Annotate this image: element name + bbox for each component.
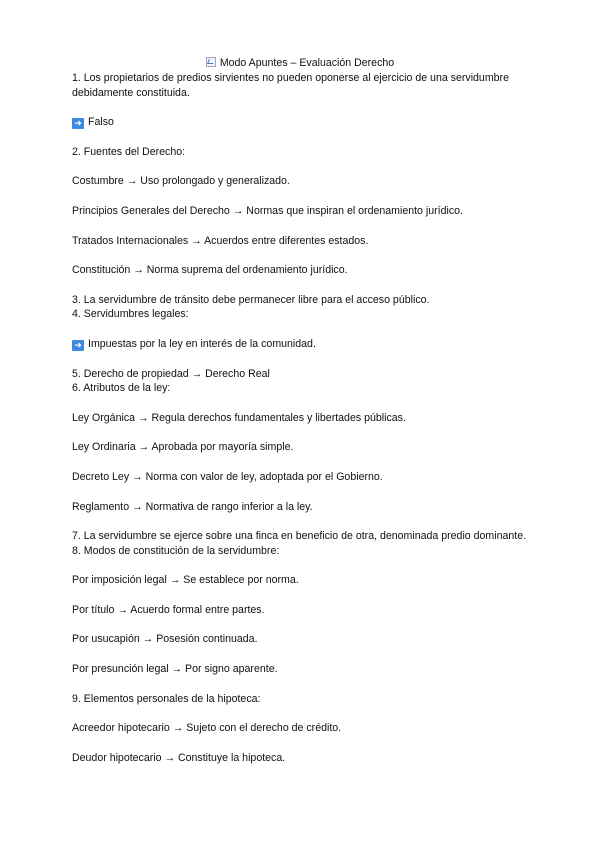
question-9: 9. Elementos personales de la hipoteca: — [72, 692, 261, 705]
list-item: Tratados Internacionales → Acuerdos entre diferentes estados. — [72, 234, 369, 247]
list-item: Decreto Ley → Norma con valor de ley, adoptada por el Gobierno. — [72, 470, 383, 483]
chart-icon — [206, 57, 216, 67]
arrow-right-icon: ➜ — [72, 340, 84, 351]
question-4: 4. Servidumbres legales: — [72, 308, 189, 321]
question-1: 1. Los propietarios de predios sirvientes no pueden oponerse al ejercicio de una servidumbre debidamente constituida. — [72, 72, 509, 99]
list-item: Por título → Acuerdo formal entre partes. — [72, 603, 265, 616]
question-3: 3. La servidumbre de tránsito debe permanecer libre para el acceso público. — [72, 293, 430, 306]
page-title-text: Modo Apuntes – Evaluación Derecho — [219, 57, 395, 69]
list-item: Ley Orgánica → Regula derechos fundamentales y libertades públicas. — [72, 411, 406, 424]
list-item: Ley Ordinaria → Aprobada por mayoría simple. — [72, 441, 294, 454]
list-item: Costumbre → Uso prolongado y generalizado. — [72, 175, 290, 188]
list-item: Deudor hipotecario → Constituye la hipoteca. — [72, 751, 286, 764]
document-body — [72, 71, 534, 765]
arrow-right-icon: ➜ — [72, 118, 84, 129]
answer-4-text: Impuestas por la ley en interés de la comunidad. — [88, 337, 316, 350]
list-item: Reglamento → Normativa de rango inferior a la ley. — [72, 500, 313, 513]
answer-1 — [72, 115, 534, 130]
question-2: 2. Fuentes del Derecho: — [72, 145, 186, 158]
question-8: 8. Modos de constitución de la servidumbre: — [72, 544, 280, 557]
answer-4 — [72, 337, 534, 352]
question-7: 7. La servidumbre se ejerce sobre una finca en beneficio de otra, denominada predio dominante. — [72, 530, 527, 543]
answer-1-text: Falso — [88, 116, 114, 129]
list-item: Por presunción legal → Por signo aparente. — [72, 663, 278, 676]
list-item: Por usucapión → Posesión continuada. — [72, 633, 258, 646]
list-item: Constitución → Norma suprema del ordenamiento jurídico. — [72, 264, 348, 277]
list-item: Por imposición legal → Se establece por norma. — [72, 574, 299, 587]
question-6: 6. Atributos de la ley: — [72, 382, 171, 395]
question-5: 5. Derecho de propiedad → Derecho Real — [72, 367, 270, 380]
list-item: Acreedor hipotecario → Sujeto con el derecho de crédito. — [72, 722, 342, 735]
list-item: Principios Generales del Derecho → Normas que inspiran el ordenamiento jurídico. — [72, 204, 463, 217]
page-title — [0, 56, 600, 71]
